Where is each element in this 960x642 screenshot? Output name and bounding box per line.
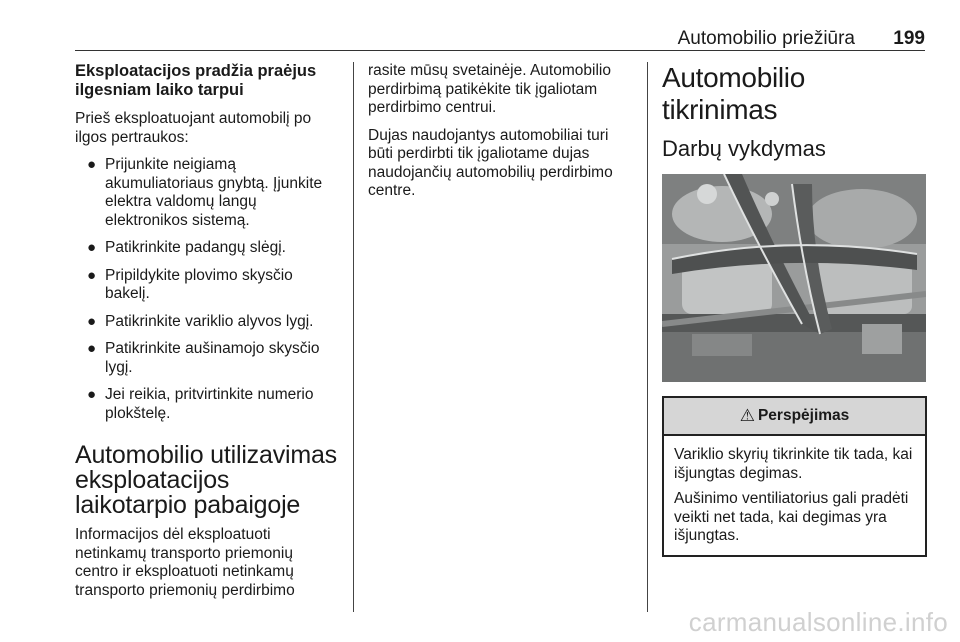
- list-item-text: Pripildykite plovimo skysčio bakelį.: [105, 266, 293, 302]
- list-item: [75, 386, 337, 423]
- recycling-text: rasite mūsų svetainėje. Automobilio perdirbimą patikėkite tik įgaliotam perdirbimo centrui.: [368, 62, 611, 116]
- middle-column: [368, 62, 630, 210]
- warning-text: Variklio skyrių tikrinkite tik tada, kai išjungtas degimas.: [674, 446, 913, 482]
- column-divider: [647, 62, 648, 612]
- list-item: [75, 156, 337, 230]
- subsection-title: Darbų vykdymas: [662, 136, 826, 161]
- right-column: [662, 62, 927, 557]
- bullet-icon: ●: [87, 239, 97, 256]
- bullet-icon: ●: [87, 386, 97, 403]
- watermark-text: carmanualsonline.info: [688, 607, 948, 637]
- section-heading-restart: Eksploatacijos pradžia praėjus ilgesniam laiko tarpui: [75, 62, 317, 99]
- bullet-icon: ●: [87, 266, 97, 284]
- chapter-title: Automobilio priežiūra: [677, 28, 855, 49]
- list-item-text: Prijunkite neigiamą akumuliatoriaus gnybtą. Įjunkite elektra valdomų langų elektronikos sistemą.: [105, 156, 323, 229]
- warning-triangle-icon: ⚠: [739, 405, 755, 425]
- disposal-text: Informacijos dėl eksploatuoti netinkamų transporto priemonių centro ir eksploatuoti netinkamų transporto priemonių perdirbimo: [75, 526, 295, 599]
- bullet-icon: ●: [87, 156, 97, 173]
- list-item: [75, 313, 337, 332]
- list-item-text: Patikrinkite variklio alyvos lygį.: [105, 312, 314, 330]
- warning-header: [664, 398, 925, 436]
- page-header: [75, 28, 925, 51]
- gas-vehicle-text: Dujas naudojantys automobiliai turi būti perdirbti tik įgaliotame dujas naudojančių automobilių perdirbimo centre.: [368, 126, 613, 199]
- intro-text: Prieš eksploatuojant automobilį po ilgos pertraukos:: [75, 110, 312, 146]
- list-item-text: Patikrinkite padangų slėgį.: [105, 239, 286, 256]
- bullet-icon: ●: [87, 340, 97, 357]
- list-item: [75, 340, 337, 377]
- column-divider: [353, 62, 354, 612]
- engine-bay-photo: [662, 174, 926, 382]
- list-item-text: Patikrinkite aušinamojo skysčio lygį.: [105, 340, 320, 376]
- page-section-title: Automobilio tikrinimas: [662, 62, 806, 125]
- page-number: 199: [893, 28, 925, 49]
- warning-box: [662, 396, 927, 557]
- checklist: [75, 156, 337, 423]
- warning-body: [664, 436, 925, 555]
- left-column: [75, 62, 337, 609]
- section-heading-disposal: Automobilio utilizavimas eksploatacijos laikotarpio pabaigoje: [75, 441, 337, 519]
- warning-text: Aušinimo ventiliatorius gali pradėti veikti net tada, kai degimas yra išjungtas.: [674, 490, 909, 544]
- list-item-text: Jei reikia, pritvirtinkite numerio plokštelę.: [105, 386, 314, 422]
- bullet-icon: ●: [87, 312, 97, 330]
- warning-title: Perspėjimas: [757, 406, 850, 424]
- list-item: [75, 267, 337, 304]
- list-item: [75, 239, 337, 258]
